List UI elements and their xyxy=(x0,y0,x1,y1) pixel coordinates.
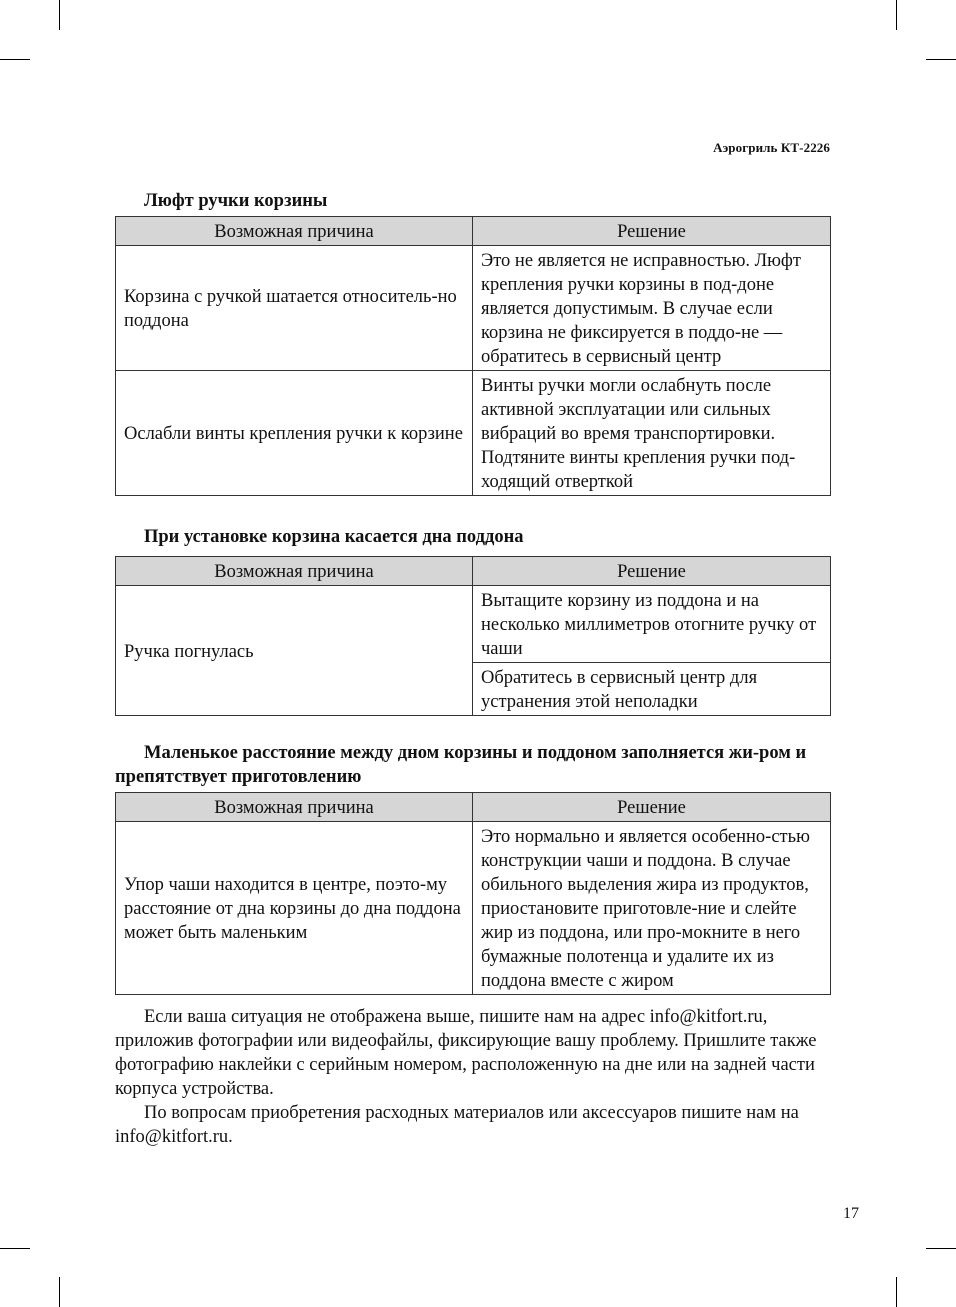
crop-mark xyxy=(0,59,30,60)
solution-cell: Обратитесь в сервисный центр для устранения этой неполадки xyxy=(473,663,831,716)
column-header-cause: Возможная причина xyxy=(116,217,473,246)
table-row xyxy=(116,822,831,995)
running-header: Аэрогриль КТ-2226 xyxy=(713,140,830,155)
section-title: Люфт ручки корзины xyxy=(144,191,328,211)
troubleshooting-table xyxy=(115,216,831,496)
troubleshooting-table xyxy=(115,792,831,995)
table-row xyxy=(116,586,831,663)
column-header-solution: Решение xyxy=(473,793,831,822)
solution-cell: Винты ручки могли ослабнуть после активной эксплуатации или сильных вибраций во время транспортировки. Подтяните винты крепления ручки под-ходящий отверткой xyxy=(473,371,831,496)
cause-cell: Ослабли винты крепления ручки к корзине xyxy=(116,371,473,496)
contact-paragraph: Если ваша ситуация не отображена выше, пишите нам на адрес info@kitfort.ru, приложив фотографии или видеофайлы, фиксирующие вашу проблему. Пришлите также фотографию наклейки с серийным номером, расположенную на дне или на задней части корпуса устройства. xyxy=(115,1007,817,1099)
cause-cell: Ручка погнулась xyxy=(116,586,473,716)
solution-cell: Это не является не исправностью. Люфт крепления ручки корзины в под-доне является допустимым. В случае если корзина не фиксируется в поддо-не — обратитесь в сервисный центр xyxy=(473,246,831,371)
table-header-row xyxy=(116,217,831,246)
column-header-cause: Возможная причина xyxy=(116,557,473,586)
cause-cell: Упор чаши находится в центре, поэто-му расстояние от дна корзины до дна поддона может быть маленьким xyxy=(116,822,473,995)
crop-mark xyxy=(926,1248,956,1249)
troubleshooting-table xyxy=(115,556,831,716)
solution-cell: Это нормально и является особенно-стью конструкции чаши и поддона. В случае обильного выделения жира из продуктов, приостановите приготовле-ние и слейте жир из поддона, или про-мокните в него бумажные полотенца и удалите их из поддона вместе с жиром xyxy=(473,822,831,995)
page-number: 17 xyxy=(843,1205,859,1222)
table-row xyxy=(116,246,831,371)
table-header-row xyxy=(116,557,831,586)
crop-mark xyxy=(926,59,956,60)
crop-mark xyxy=(59,0,60,30)
section-title: При установке корзина касается дна поддона xyxy=(144,527,524,547)
column-header-solution: Решение xyxy=(473,557,831,586)
crop-mark xyxy=(896,0,897,30)
solution-cell: Вытащите корзину из поддона и на несколько миллиметров отогните ручку от чаши xyxy=(473,586,831,663)
table-row xyxy=(116,371,831,496)
crop-mark xyxy=(896,1277,897,1307)
cause-cell: Корзина с ручкой шатается относитель-но поддона xyxy=(116,246,473,371)
section-title: Маленькое расстояние между дном корзины и поддоном заполняется жи-ром и препятствует приготовлению xyxy=(115,743,807,787)
crop-mark xyxy=(0,1248,30,1249)
accessories-paragraph: По вопросам приобретения расходных материалов или аксессуаров пишите нам на info@kitfort.ru. xyxy=(115,1103,799,1147)
column-header-solution: Решение xyxy=(473,217,831,246)
table-header-row xyxy=(116,793,831,822)
column-header-cause: Возможная причина xyxy=(116,793,473,822)
crop-mark xyxy=(59,1277,60,1307)
